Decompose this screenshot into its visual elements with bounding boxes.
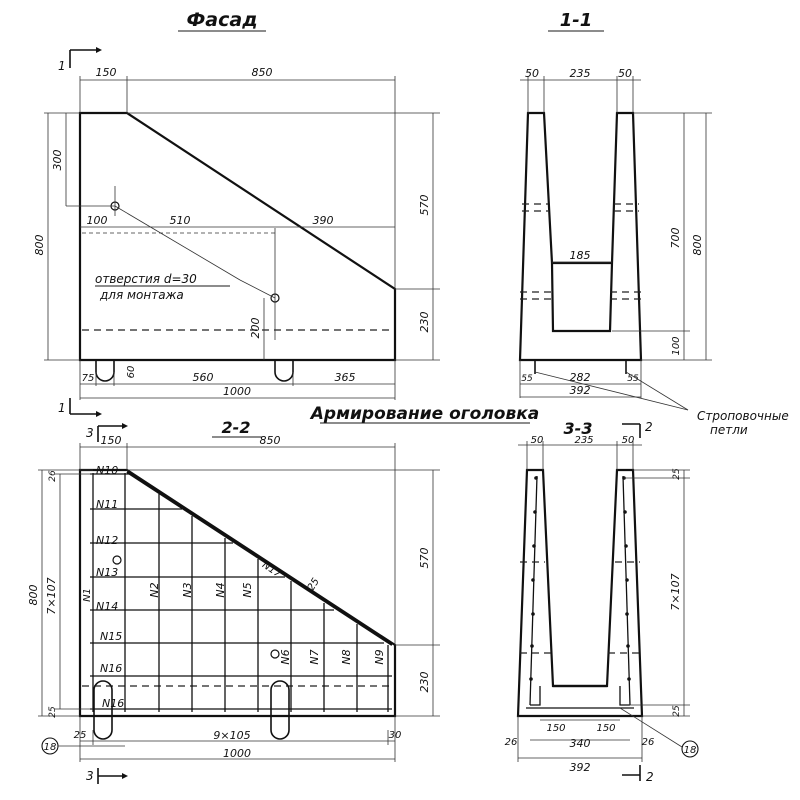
bar-label-n17: N17 <box>259 559 283 581</box>
mounting-note-line2: для монтажа <box>100 288 184 302</box>
svg-text:850: 850 <box>259 434 281 447</box>
svg-text:230: 230 <box>418 671 431 693</box>
loop-right-2-2 <box>271 681 289 739</box>
svg-text:235: 235 <box>569 67 591 80</box>
svg-text:185: 185 <box>569 249 591 262</box>
svg-text:560: 560 <box>192 371 214 384</box>
svg-text:25: 25 <box>48 706 58 718</box>
svg-text:60: 60 <box>126 365 137 379</box>
lifting-loops-note-line1: Строповочные <box>697 409 789 423</box>
svg-text:3: 3 <box>86 769 94 783</box>
svg-text:7×107: 7×107 <box>669 573 682 611</box>
bar-label-n1: N1 <box>82 588 93 602</box>
section-2-2-outline <box>80 470 395 716</box>
bar-label-n9: N9 <box>373 649 386 665</box>
facade-view <box>33 66 440 400</box>
svg-text:9×105: 9×105 <box>213 729 251 742</box>
mounting-note-line1: отверстия d=30 <box>95 272 197 286</box>
svg-text:392: 392 <box>569 384 591 397</box>
svg-text:26: 26 <box>48 470 58 482</box>
svg-text:570: 570 <box>418 547 431 569</box>
bar-label-n3: N3 <box>181 582 194 598</box>
svg-text:800: 800 <box>27 584 40 606</box>
svg-text:25: 25 <box>73 730 87 741</box>
bar-label-n16-b: N16 <box>102 697 125 710</box>
lifting-loop-right <box>275 360 293 381</box>
svg-text:55: 55 <box>627 374 639 384</box>
lifting-loop-left <box>96 360 114 381</box>
svg-text:1000: 1000 <box>223 747 251 760</box>
svg-text:800: 800 <box>33 234 46 256</box>
svg-text:200: 200 <box>249 317 262 339</box>
svg-text:570: 570 <box>418 194 431 216</box>
svg-text:365: 365 <box>334 371 356 384</box>
bar-label-n6: N6 <box>279 649 292 665</box>
bar-label-n2: N2 <box>148 582 161 598</box>
svg-text:26: 26 <box>504 737 518 748</box>
svg-text:1: 1 <box>58 401 66 415</box>
bar-label-n13: N13 <box>96 566 119 579</box>
svg-text:18: 18 <box>43 742 57 753</box>
svg-text:7×107: 7×107 <box>45 577 58 615</box>
svg-text:235: 235 <box>574 435 594 446</box>
bar-label-n12: N12 <box>96 534 119 547</box>
svg-text:26: 26 <box>641 737 655 748</box>
bar-label-n10: N10 <box>96 464 119 477</box>
bar-label-n5: N5 <box>241 582 254 598</box>
svg-text:340: 340 <box>569 737 591 750</box>
svg-text:800: 800 <box>691 234 704 256</box>
title-section-2-2: 2-2 <box>221 418 251 437</box>
svg-text:150: 150 <box>596 723 616 734</box>
svg-text:510: 510 <box>169 214 191 227</box>
svg-text:25: 25 <box>672 468 682 480</box>
dim-25-slope: 25 <box>305 576 322 593</box>
lifting-loops-note-line2: петли <box>710 423 748 437</box>
cut-mark-2-bottom <box>622 765 654 784</box>
cut-mark-1-bottom <box>58 398 102 417</box>
svg-text:392: 392 <box>569 761 591 774</box>
facade-outline <box>80 113 395 360</box>
svg-text:150: 150 <box>546 723 566 734</box>
svg-text:2: 2 <box>645 420 653 434</box>
bar-label-n7: N7 <box>308 649 321 665</box>
svg-text:850: 850 <box>251 66 273 79</box>
svg-text:55: 55 <box>521 374 533 384</box>
bar-label-n8: N8 <box>340 649 353 665</box>
svg-text:390: 390 <box>312 214 334 227</box>
bar-label-n16: N16 <box>100 662 123 675</box>
title-facade: Фасад <box>186 9 258 31</box>
svg-text:150: 150 <box>95 66 117 79</box>
section-1-1-outline <box>520 113 641 360</box>
bar-label-n11: N11 <box>96 498 119 511</box>
svg-text:1000: 1000 <box>223 385 251 398</box>
svg-text:700: 700 <box>669 227 682 249</box>
title-reinforcement: Армирование оголовка <box>310 404 540 424</box>
svg-text:3: 3 <box>86 426 94 440</box>
section-3-3-view <box>505 435 698 774</box>
svg-text:282: 282 <box>569 371 591 384</box>
sloped-bar-n17 <box>127 472 392 645</box>
section-2-2-view <box>27 434 440 762</box>
svg-text:2: 2 <box>646 770 654 784</box>
bar-label-n15: N15 <box>100 630 123 643</box>
svg-text:100: 100 <box>671 336 682 356</box>
svg-text:230: 230 <box>418 311 431 333</box>
loop-left-2-2 <box>94 681 112 739</box>
svg-text:18: 18 <box>683 745 697 756</box>
bar-label-n14: N14 <box>96 600 119 613</box>
svg-text:75: 75 <box>81 373 95 384</box>
svg-text:1: 1 <box>58 59 66 73</box>
svg-text:150: 150 <box>100 434 122 447</box>
svg-text:25: 25 <box>672 705 682 717</box>
svg-text:50: 50 <box>530 435 544 446</box>
section-1-1-view <box>520 67 789 437</box>
cut-mark-3-bottom <box>86 768 128 784</box>
svg-text:100: 100 <box>86 214 108 227</box>
title-section-1-1: 1-1 <box>559 10 593 31</box>
svg-text:50: 50 <box>621 435 635 446</box>
svg-text:50: 50 <box>525 67 539 80</box>
svg-text:30: 30 <box>388 730 402 741</box>
svg-text:300: 300 <box>51 149 64 171</box>
svg-text:50: 50 <box>618 67 632 80</box>
bar-label-n4: N4 <box>214 582 227 598</box>
title-section-3-3: 3-3 <box>563 419 593 438</box>
